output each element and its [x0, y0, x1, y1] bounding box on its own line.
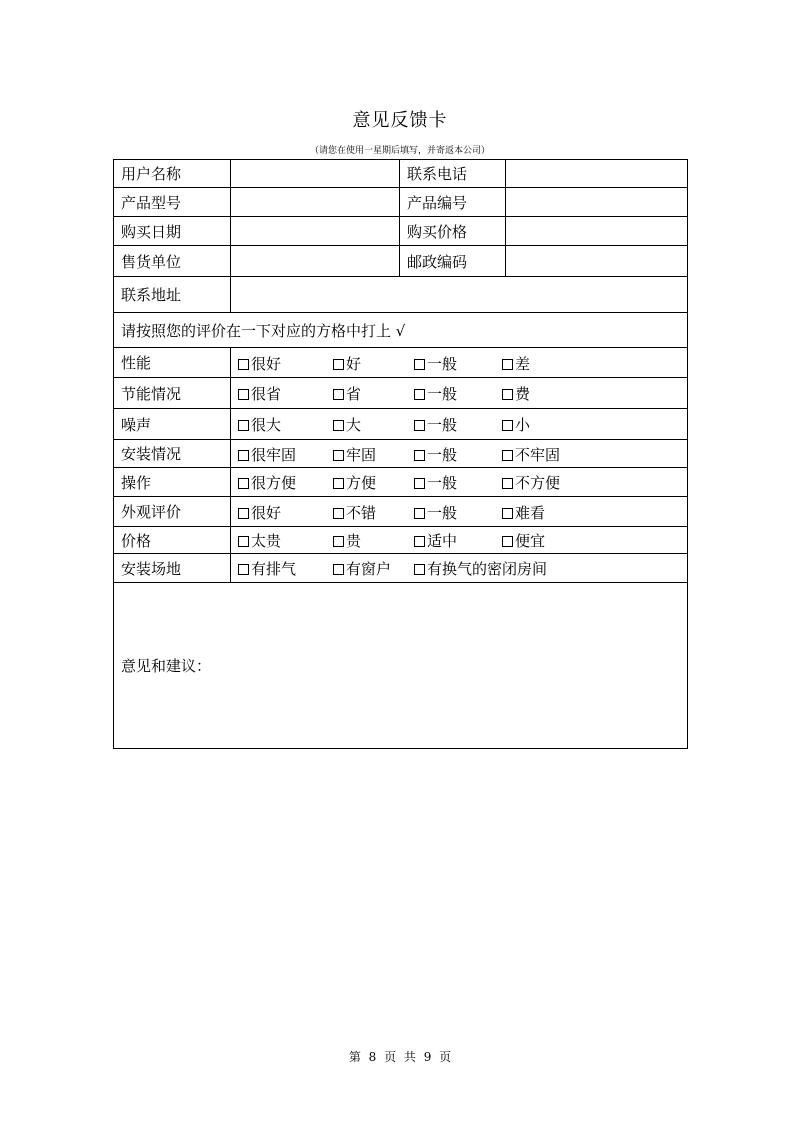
rating-option[interactable] [333, 502, 376, 523]
rating-options [231, 554, 688, 583]
checkbox-icon[interactable] [502, 478, 513, 489]
option-label: 一般 [427, 503, 458, 522]
option-label: 很大 [251, 416, 282, 434]
checkbox-icon[interactable] [414, 420, 425, 431]
checkbox-icon[interactable] [414, 508, 425, 519]
seller-field[interactable] [231, 246, 400, 277]
option-label: 有窗户 [346, 560, 392, 578]
checkbox-icon[interactable] [333, 420, 344, 431]
rating-row [114, 348, 688, 378]
purchase-price-label: 购买价格 [400, 217, 506, 246]
rating-options [231, 468, 688, 497]
option-label: 适中 [427, 532, 458, 550]
rating-row [114, 378, 688, 409]
checkbox-icon[interactable] [414, 450, 425, 461]
rating-option[interactable] [238, 502, 281, 523]
rating-option[interactable] [333, 353, 361, 374]
checkbox-icon[interactable] [238, 536, 249, 547]
instruction-row [114, 313, 688, 348]
rating-options [231, 497, 688, 527]
checkbox-icon[interactable] [502, 389, 513, 400]
feedback-table-body [114, 160, 688, 749]
purchase-price-field[interactable] [506, 217, 688, 246]
info-row [114, 217, 688, 246]
rating-label: 噪声 [114, 409, 231, 440]
option-label: 很省 [251, 385, 282, 403]
rating-label: 价格 [114, 527, 231, 554]
option-label: 贵 [346, 532, 362, 550]
rating-options [231, 440, 688, 468]
rating-option[interactable] [414, 444, 457, 465]
rating-label: 性能 [114, 348, 231, 378]
option-label: 很方便 [251, 474, 297, 492]
checkbox-icon[interactable] [238, 478, 249, 489]
rating-row [114, 468, 688, 497]
rating-label: 安装场地 [114, 554, 231, 583]
suggestions-label: 意见和建议： [121, 657, 212, 675]
option-label: 好 [346, 354, 362, 373]
purchase-date-field[interactable] [231, 217, 400, 246]
rating-option[interactable] [238, 414, 281, 435]
checkbox-icon[interactable] [333, 508, 344, 519]
option-label: 难看 [515, 503, 546, 522]
rating-option[interactable] [238, 558, 296, 579]
rating-option[interactable] [414, 530, 457, 551]
rating-option[interactable] [333, 444, 376, 465]
rating-option[interactable] [414, 383, 457, 404]
option-label: 一般 [427, 416, 458, 434]
rating-options [231, 527, 688, 554]
checkbox-icon[interactable] [414, 359, 425, 370]
rating-option[interactable] [414, 558, 547, 579]
rating-row [114, 527, 688, 554]
option-label: 方便 [346, 474, 377, 492]
user-name-label: 用户名称 [114, 160, 231, 188]
address-row [114, 277, 688, 313]
checkbox-icon[interactable] [238, 450, 249, 461]
rating-option[interactable] [333, 530, 361, 551]
rating-row [114, 497, 688, 527]
rating-options [231, 348, 688, 378]
checkbox-icon[interactable] [502, 536, 513, 547]
checkbox-icon[interactable] [333, 359, 344, 370]
checkbox-icon[interactable] [502, 359, 513, 370]
feedback-table [113, 159, 688, 749]
checkbox-icon[interactable] [333, 536, 344, 547]
purchase-date-label: 购买日期 [114, 217, 231, 246]
phone-field[interactable] [506, 160, 688, 188]
info-row [114, 188, 688, 217]
address-field[interactable] [231, 277, 688, 313]
instruction-text: 请按照您的评价在一下对应的方格中打上 √ [114, 313, 688, 348]
seller-label: 售货单位 [114, 246, 231, 277]
form-title: 意见反馈卡 [352, 110, 448, 131]
option-label: 有排气 [251, 560, 297, 578]
rating-label: 安装情况 [114, 440, 231, 468]
checkbox-icon[interactable] [502, 450, 513, 461]
option-label: 牢固 [346, 445, 377, 464]
suggestions-row [114, 583, 688, 749]
option-label: 一般 [427, 474, 458, 492]
rating-option[interactable] [238, 353, 281, 374]
option-label: 大 [346, 416, 362, 434]
suggestions-area[interactable] [114, 583, 688, 749]
rating-options [231, 409, 688, 440]
postcode-label: 邮政编码 [400, 246, 506, 277]
rating-option[interactable] [414, 472, 457, 493]
checkbox-icon[interactable] [502, 420, 513, 431]
option-label: 很牢固 [251, 445, 297, 464]
rating-row [114, 554, 688, 583]
checkbox-icon[interactable] [333, 478, 344, 489]
rating-option[interactable] [333, 558, 391, 579]
rating-option[interactable] [238, 472, 296, 493]
page-footer: 第 8 页 共 9 页 [348, 1050, 452, 1064]
rating-label: 操作 [114, 468, 231, 497]
option-label: 小 [515, 416, 531, 434]
rating-option[interactable] [502, 530, 545, 551]
rating-row [114, 409, 688, 440]
rating-option[interactable] [502, 502, 545, 523]
rating-option[interactable] [333, 383, 361, 404]
option-label: 省 [346, 385, 362, 403]
rating-option[interactable] [502, 383, 530, 404]
rating-option[interactable] [333, 414, 361, 435]
option-label: 很好 [251, 354, 282, 373]
option-label: 便宜 [515, 532, 546, 550]
option-label: 差 [515, 354, 531, 373]
checkbox-icon[interactable] [333, 389, 344, 400]
checkbox-icon[interactable] [238, 389, 249, 400]
phone-label: 联系电话 [400, 160, 506, 188]
checkbox-icon[interactable] [238, 359, 249, 370]
checkbox-icon[interactable] [333, 450, 344, 461]
checkbox-icon[interactable] [414, 564, 425, 575]
checkbox-icon[interactable] [502, 508, 513, 519]
address-label: 联系地址 [114, 277, 231, 313]
checkbox-icon[interactable] [333, 564, 344, 575]
rating-option[interactable] [333, 472, 376, 493]
serial-field[interactable] [506, 188, 688, 217]
rating-option[interactable] [414, 353, 457, 374]
model-field[interactable] [231, 188, 400, 217]
rating-option[interactable] [238, 383, 281, 404]
info-row [114, 160, 688, 188]
option-label: 一般 [427, 385, 458, 403]
rating-option[interactable] [502, 472, 560, 493]
option-label: 不方便 [515, 474, 561, 492]
checkbox-icon[interactable] [414, 389, 425, 400]
checkbox-icon[interactable] [238, 508, 249, 519]
option-label: 很好 [251, 503, 282, 522]
rating-option[interactable] [238, 444, 296, 465]
option-label: 费 [515, 385, 531, 403]
rating-option[interactable] [238, 530, 281, 551]
model-label: 产品型号 [114, 188, 231, 217]
rating-option[interactable] [502, 353, 530, 374]
postcode-field[interactable] [506, 246, 688, 277]
serial-label: 产品编号 [400, 188, 506, 217]
option-label: 不牢固 [515, 445, 561, 464]
user-name-field[interactable] [231, 160, 400, 188]
rating-row [114, 440, 688, 468]
option-label: 一般 [427, 445, 458, 464]
checkbox-icon[interactable] [238, 564, 249, 575]
rating-label: 节能情况 [114, 378, 231, 409]
option-label: 有换气的密闭房间 [427, 560, 548, 578]
option-label: 不错 [346, 503, 377, 522]
rating-options [231, 378, 688, 409]
rating-label: 外观评价 [114, 497, 231, 527]
checkbox-icon[interactable] [238, 420, 249, 431]
rating-option[interactable] [502, 444, 560, 465]
form-subtitle: （请您在使用一星期后填写，并寄返本公司） [309, 146, 490, 156]
rating-option[interactable] [502, 414, 530, 435]
info-row [114, 246, 688, 277]
checkbox-icon[interactable] [414, 536, 425, 547]
checkbox-icon[interactable] [414, 478, 425, 489]
rating-option[interactable] [414, 502, 457, 523]
option-label: 一般 [427, 354, 458, 373]
option-label: 太贵 [251, 532, 282, 550]
rating-option[interactable] [414, 414, 457, 435]
